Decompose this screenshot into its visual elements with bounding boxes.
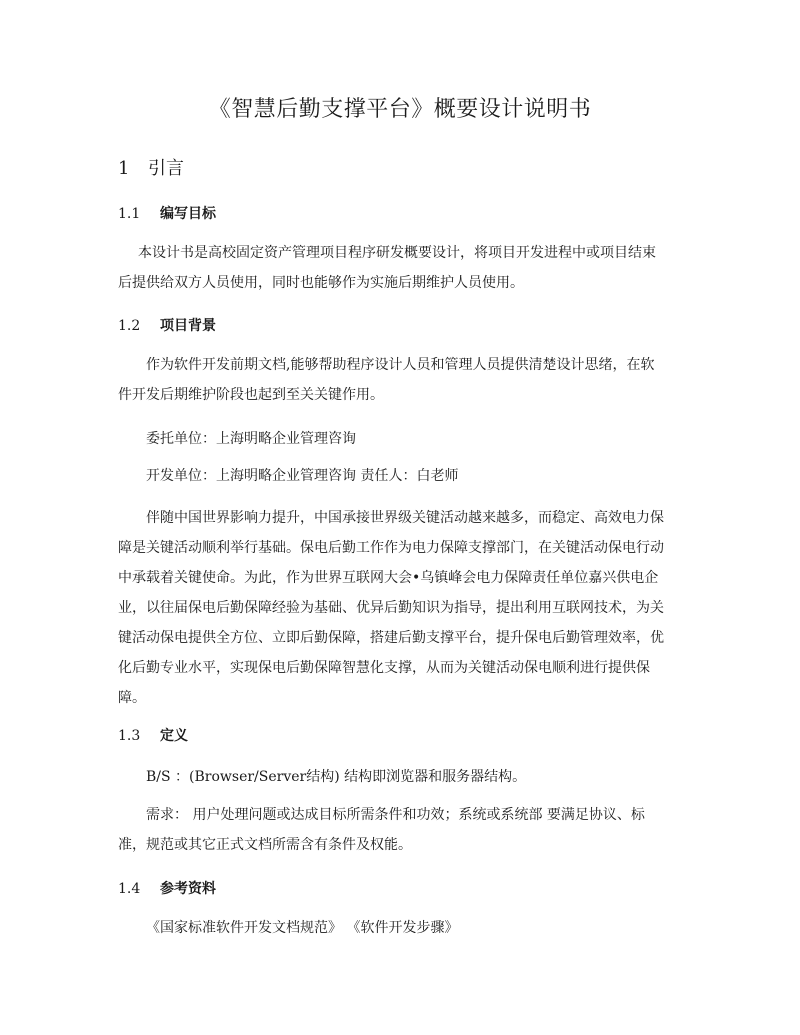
paragraph-line: 障是关键活动顺利举行基础。保电后勤工作作为电力保障支撑部门，在关键活动保电行动 xyxy=(118,540,664,556)
section-1-2-title: 项目背景 xyxy=(160,318,216,334)
section-1-2-intro xyxy=(118,350,683,410)
section-1-3-title: 定义 xyxy=(160,728,188,744)
developer-unit-line: 开发单位：上海明略企业管理咨询 责任人：白老师 xyxy=(146,468,459,484)
section-1-number: 1 xyxy=(118,158,130,179)
paragraph-line: 准，规范或其它正式文档所需含有条件及权能。 xyxy=(118,837,412,853)
section-1-4-number: 1.4 xyxy=(118,881,141,897)
section-1-heading xyxy=(118,154,184,180)
requirement-definition xyxy=(118,800,683,860)
client-unit-line: 委托单位：上海明略企业管理咨询 xyxy=(146,431,356,447)
paragraph-line: 障。 xyxy=(118,690,146,706)
document-title: 《智慧后勤支撑平台》概要设计说明书 xyxy=(208,97,592,122)
section-1-1-title: 编写目标 xyxy=(160,206,216,222)
references-line: 《国家标准软件开发文档规范》 《软件开发步骤》 xyxy=(146,920,459,936)
paragraph-line: 键活动保电提供全方位、立即后勤保障，搭建后勤支撑平台，提升保电后勤管理效率，优 xyxy=(118,630,664,646)
paragraph-line: 业，以往届保电后勤保障经验为基础、优异后勤知识为指导，提出利用互联网技术，为关 xyxy=(118,600,664,616)
paragraph-line: 中承载着关键使命。为此，作为世界互联网大会•乌镇峰会电力保障责任单位嘉兴供电企 xyxy=(118,570,659,586)
section-1-4-heading xyxy=(118,878,216,898)
paragraph-line: 作为软件开发前期文档,能够帮助程序设计人员和管理人员提供清楚设计思绪，在软 xyxy=(146,357,655,373)
section-1-title: 引言 xyxy=(148,158,184,179)
paragraph-line: 件开发后期维护阶段也起到至关关键作用。 xyxy=(118,387,384,403)
section-1-1-heading xyxy=(118,203,216,223)
paragraph-line: 化后勤专业水平，实现保电后勤保障智慧化支撑，从而为关键活动保电顺利进行提供保 xyxy=(118,660,650,676)
section-1-1-paragraph xyxy=(118,238,683,298)
bs-definition-line: B/S ：(Browser/Server结构) 结构即浏览器和服务器结构。 xyxy=(146,769,527,785)
paragraph-line: 伴随中国世界影响力提升，中国承接世界级关键活动越来越多，而稳定、高效电力保 xyxy=(146,510,664,526)
section-1-2-background xyxy=(118,503,683,713)
paragraph-line: 需求： 用户处理问题或达成目标所需条件和功效；系统或系统部 要满足协议、标 xyxy=(146,807,645,823)
section-1-2-heading xyxy=(118,315,216,335)
section-1-4-title: 参考资料 xyxy=(160,881,216,897)
paragraph-line: 后提供给双方人员使用，同时也能够作为实施后期维护人员使用。 xyxy=(118,275,524,291)
paragraph-line: 本设计书是高校固定资产管理项目程序研发概要设计，将项目开发进程中或项目结束 xyxy=(138,245,656,261)
section-1-1-number: 1.1 xyxy=(118,206,141,222)
section-1-3-heading xyxy=(118,725,188,745)
section-1-2-number: 1.2 xyxy=(118,318,141,334)
section-1-3-number: 1.3 xyxy=(118,728,141,744)
